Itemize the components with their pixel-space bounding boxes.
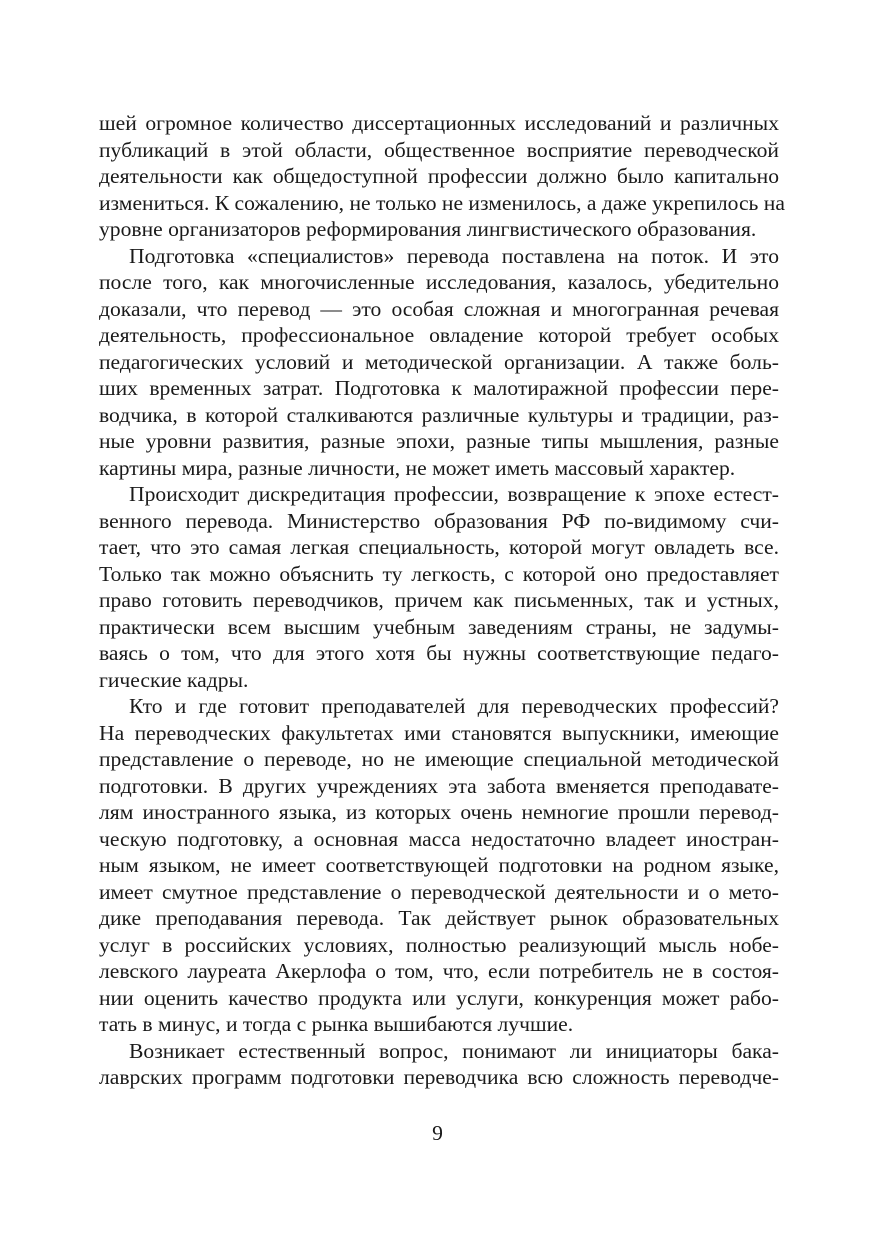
text-line: доказали, что перевод — это особая сложная и многогранная речевая [99, 296, 779, 321]
text-line: публикаций в этой области, общественное восприятие переводческой [99, 137, 779, 162]
text-line: лям иностранного языка, из которых очень немногие прошли перевод- [99, 800, 779, 824]
text-line: нии оценить качество продукта или услуги, конкуренция может рабо- [99, 985, 779, 1010]
text-line: Происходит дискредитация профессии, возвращение к эпохе естест- [129, 482, 779, 506]
page-number: 9 [432, 1121, 443, 1145]
text-line: деятельность, профессиональное овладение которой требует особых [99, 323, 779, 347]
text-line: право готовить переводчиков, причем как письменных, так и устных, [99, 588, 779, 612]
text-line: имеет смутное представление о переводческой деятельности и о мето- [99, 879, 779, 904]
text-line: левского лауреата Акерлофа о том, что, если потребитель не в состоя- [99, 959, 779, 983]
text-line: Кто и где готовит преподавателей для переводческих профессий? [129, 694, 779, 718]
page-body [99, 110, 785, 1091]
text-line: подготовки. В других учреждениях эта забота вменяется преподавате- [99, 773, 779, 798]
text-line: измениться. К сожалению, не только не изменилось, а даже укрепилось на [99, 190, 785, 215]
text-line: деятельности как общедоступной профессии должно было капитально [99, 164, 779, 188]
text-line: ным языком, не имеет соответствующей подготовки на родном языке, [99, 853, 779, 877]
text-line: уровне организаторов реформирования лингвистического образования. [99, 217, 757, 241]
text-line: ные уровни развития, разные эпохи, разные типы мышления, разные [99, 429, 779, 453]
text-line: после того, как многочисленные исследования, казалось, убедительно [99, 270, 779, 294]
text-line: венного перевода. Министерство образования РФ по-видимому счи- [99, 508, 779, 533]
text-line: картины мира, разные личности, не может иметь массовый характер. [99, 455, 736, 480]
text-line: педагогических условий и методической организации. А также боль- [99, 349, 779, 374]
text-line: На переводческих факультетах ими становятся выпускники, имеющие [99, 720, 779, 745]
text-line: водчика, в которой сталкиваются различные культуры и традиции, раз- [99, 402, 779, 427]
text-line: Подготовка «специалистов» перевода поставлена на поток. И это [129, 243, 779, 268]
paragraph-2 [99, 243, 779, 482]
paragraph-5 [99, 1038, 779, 1091]
paragraph-1 [99, 110, 785, 243]
text-line: услуг в российских условиях, полностью реализующий мысль нобе- [99, 932, 779, 957]
text-line: Только так можно объяснить ту легкость, с которой оно предоставляет [99, 561, 779, 586]
text-line: дике преподавания перевода. Так действует рынок образовательных [99, 906, 779, 930]
text-line: тает, что это самая легкая специальность, которой могут овладеть все. [99, 535, 779, 559]
text-line: ших временных затрат. Подготовка к малотиражной профессии пере- [99, 376, 779, 400]
paragraph-3 [99, 481, 779, 693]
text-line: гические кадры. [99, 667, 249, 692]
text-line: ваясь о том, что для этого хотя бы нужны соответствующие педаго- [99, 641, 779, 665]
text-line: представление о переводе, но не имеющие специальной методической [99, 747, 779, 771]
text-line: шей огромное количество диссертационных исследований и различных [99, 111, 779, 135]
text-line: тать в минус, и тогда с рынка вышибаются лучшие. [99, 1012, 574, 1036]
paragraph-4 [99, 693, 779, 1038]
text-line: практически всем высшим учебным заведениям страны, не задумы- [99, 614, 779, 639]
text-line: лаврских программ подготовки переводчика всю сложность переводче- [99, 1065, 779, 1089]
text-line: ческую подготовку, а основная масса недостаточно владеет иностран- [99, 826, 779, 851]
text-line: Возникает естественный вопрос, понимают ли инициаторы бака- [129, 1038, 779, 1063]
